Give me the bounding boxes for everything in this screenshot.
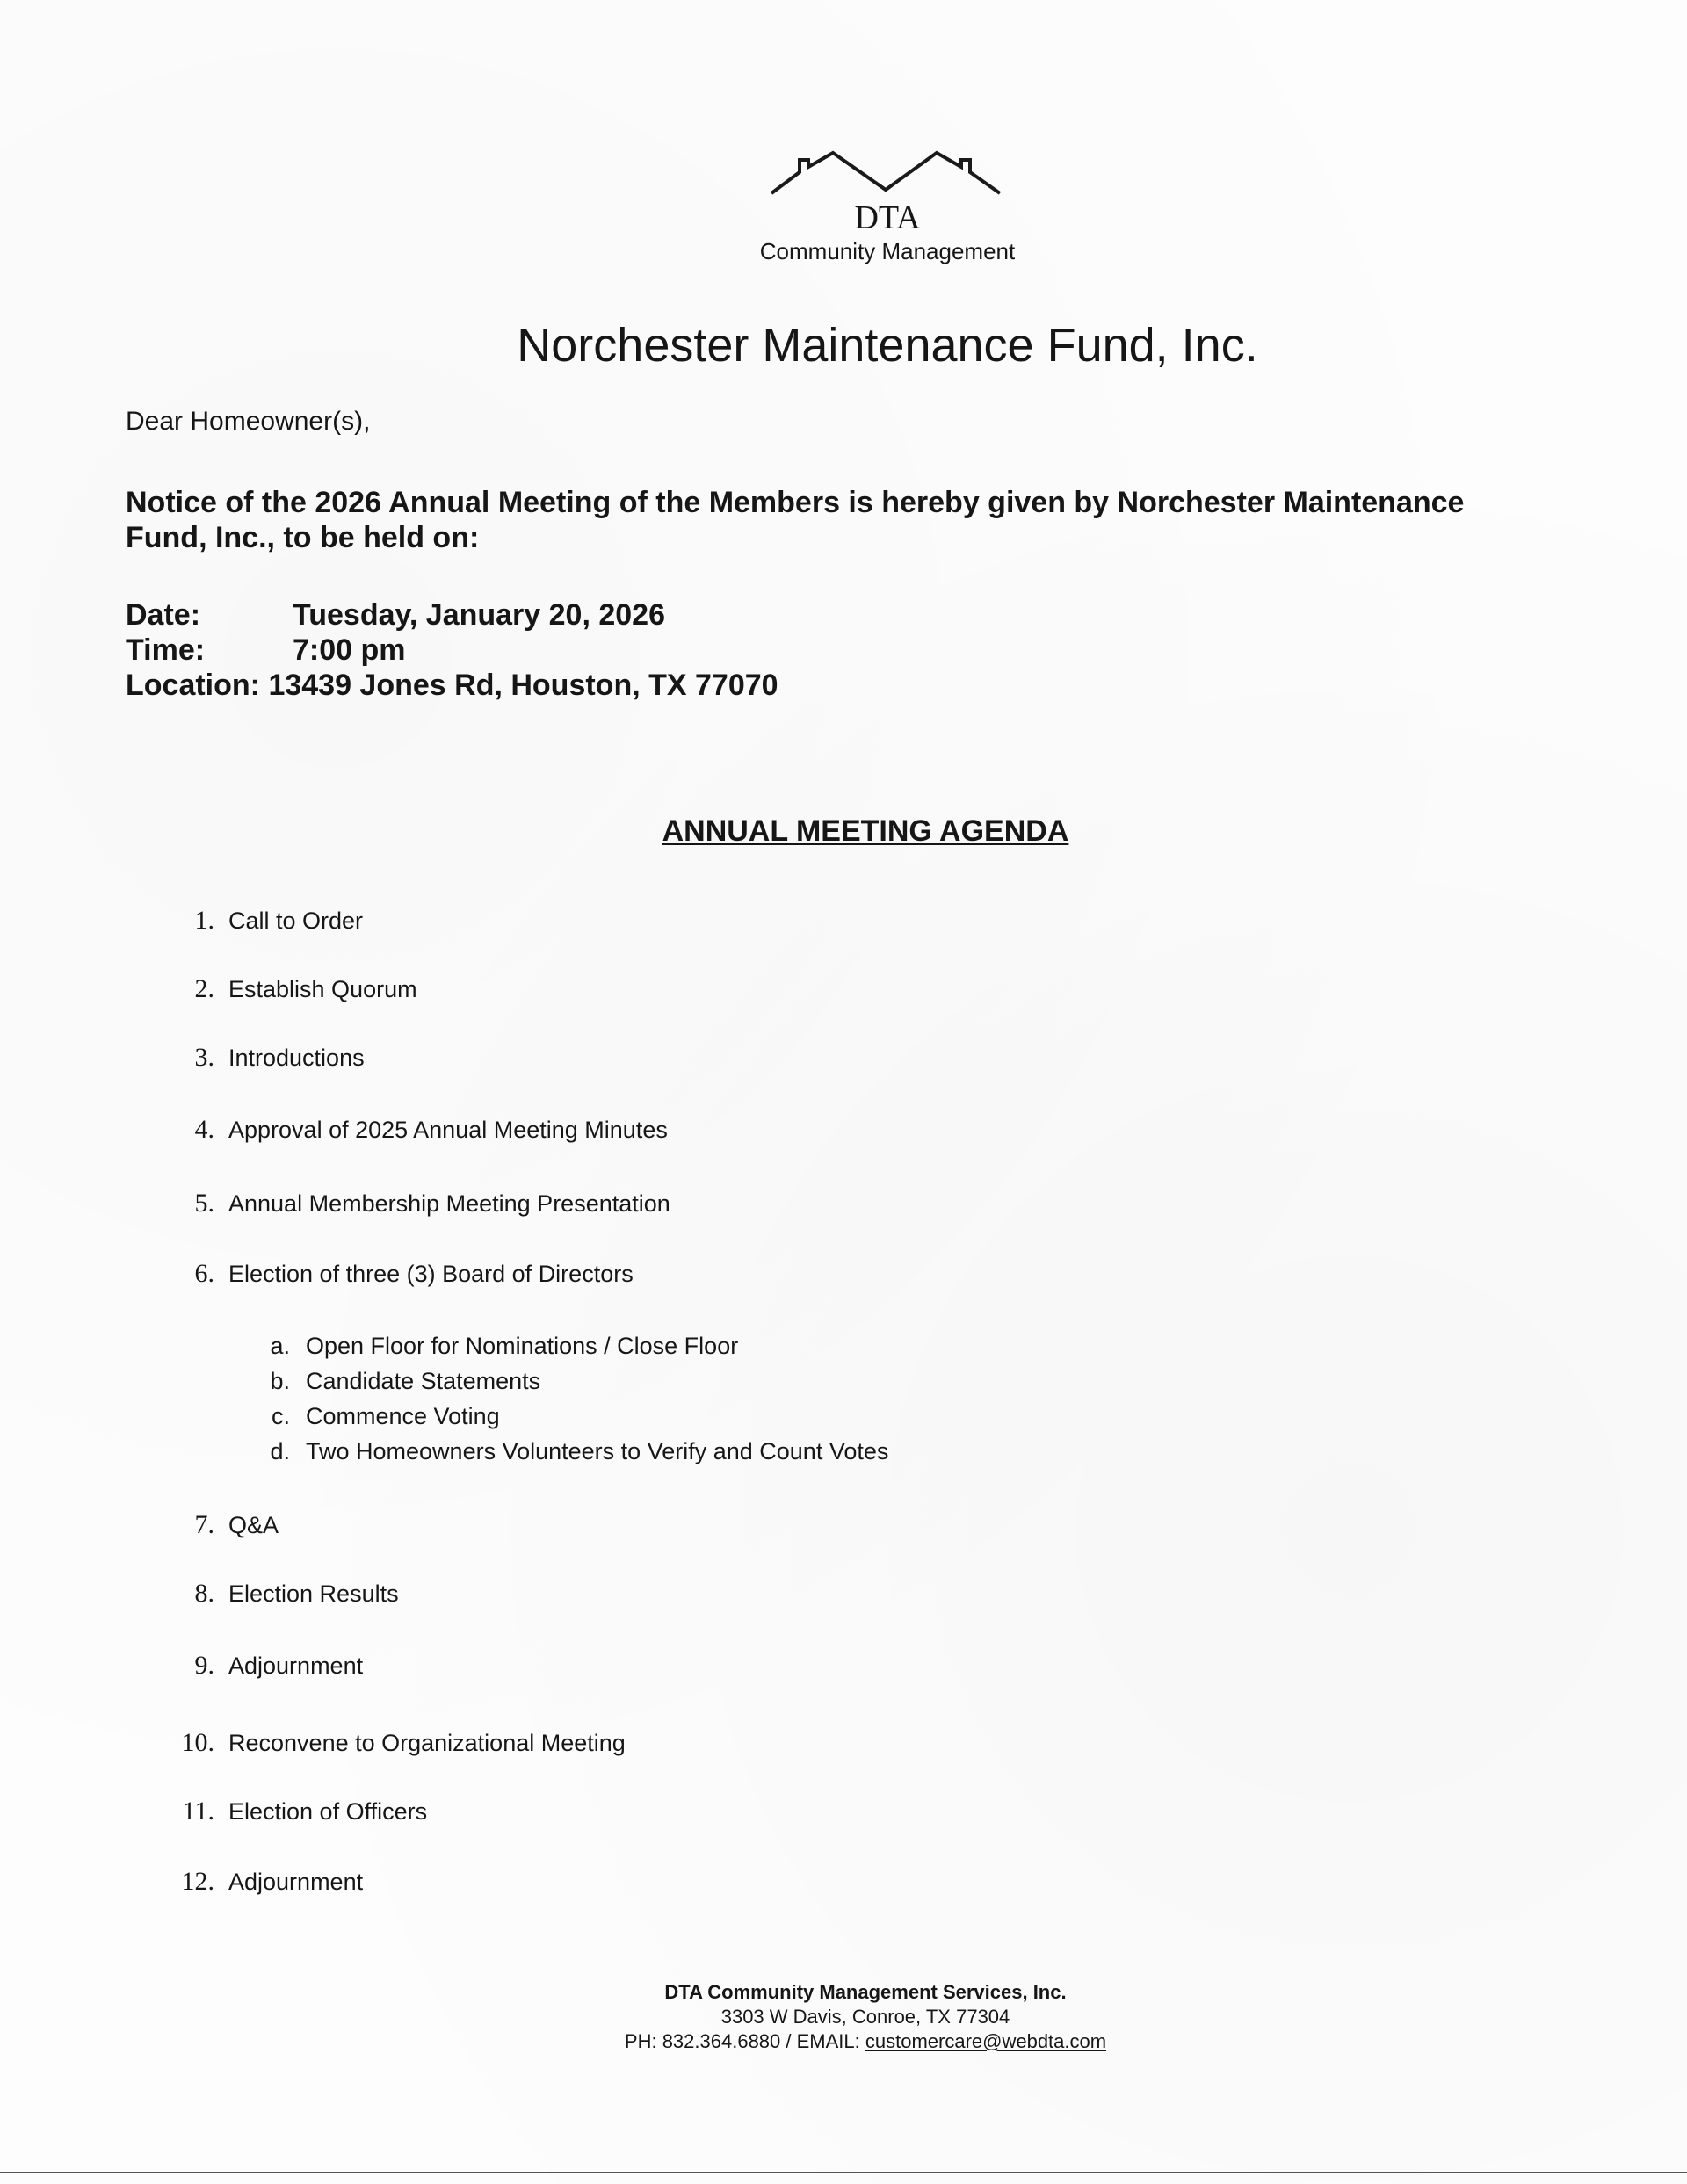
agenda-number: 9. (194, 1651, 214, 1680)
footer-phone: PH: 832.364.6880 / EMAIL: (624, 2030, 865, 2052)
agenda-number: 8. (194, 1579, 214, 1608)
dta-logo (729, 149, 1046, 265)
footer-company: DTA Community Management Services, Inc. (664, 1981, 1067, 2003)
organization-title: Norchester Maintenance Fund, Inc. (517, 319, 1258, 372)
footer-address: 3303 W Davis, Conroe, TX 77304 (720, 2006, 1010, 2028)
agenda-item (141, 1727, 626, 1759)
agenda-number: 5. (194, 1189, 214, 1218)
agenda-item (141, 1796, 427, 1827)
logo-subtitle: Community Management (759, 238, 1016, 264)
meeting-details (126, 597, 778, 703)
footer-contact (492, 2029, 1239, 2054)
subitem-letter: b. (270, 1368, 290, 1394)
agenda-text: Election Results (228, 1580, 399, 1607)
location-value: 13439 Jones Rd, Houston, TX 77070 (268, 669, 778, 702)
agenda-item (141, 1650, 363, 1681)
agenda-number: 10. (181, 1728, 214, 1757)
subitem-text: Two Homeowners Volunteers to Verify and Count Votes (306, 1438, 889, 1464)
agenda-text: Election of Officers (228, 1798, 428, 1825)
agenda-subitem (141, 1330, 738, 1362)
location-label: Location: (126, 669, 260, 702)
agenda-text: Q&A (228, 1512, 279, 1538)
subitem-text: Candidate Statements (306, 1368, 541, 1394)
agenda-text: Annual Membership Meeting Presentation (228, 1190, 670, 1217)
meeting-notice: Notice of the 2026 Annual Meeting of the Members is hereby given by Norchester Maintenance Fund, Inc., to be held on: (126, 486, 1465, 554)
agenda-number: 4. (194, 1115, 214, 1144)
agenda-number: 6. (194, 1259, 214, 1288)
agenda-subitem (141, 1365, 540, 1397)
bottom-rule (0, 2172, 1687, 2173)
logo-name: DTA (854, 199, 921, 236)
agenda-subitem (141, 1400, 500, 1432)
agenda-item (141, 905, 363, 937)
location-row (126, 668, 778, 703)
agenda-item (141, 1578, 399, 1609)
agenda-number: 3. (194, 1043, 214, 1072)
agenda-subitem (141, 1436, 888, 1467)
time-label: Time: (126, 633, 206, 667)
subitem-text: Commence Voting (306, 1403, 500, 1429)
agenda-text: Approval of 2025 Annual Meeting Minutes (228, 1117, 668, 1143)
time-value: 7:00 pm (293, 633, 406, 667)
date-row (126, 597, 778, 633)
salutation: Dear Homeowner(s), (126, 407, 371, 436)
agenda-number: 1. (194, 906, 214, 935)
agenda-item (141, 1509, 279, 1541)
agenda-item (141, 1042, 365, 1074)
agenda-text: Adjournment (228, 1869, 364, 1895)
agenda-text: Adjournment (228, 1652, 364, 1679)
agenda-text: Call to Order (228, 908, 364, 934)
agenda-number: 11. (182, 1797, 214, 1826)
agenda-text: Election of three (3) Board of Directors (228, 1261, 634, 1287)
agenda-title: ANNUAL MEETING AGENDA (662, 814, 1069, 848)
time-row (126, 633, 778, 668)
date-value: Tuesday, January 20, 2026 (293, 598, 665, 632)
date-label: Date: (126, 598, 201, 632)
subitem-letter: a. (270, 1333, 290, 1359)
agenda-text: Introductions (228, 1045, 365, 1071)
subitem-letter: d. (270, 1438, 290, 1464)
footer-email-link[interactable]: customercare@webdta.com (865, 2030, 1107, 2052)
rooftops-icon (764, 149, 1010, 199)
agenda-number: 2. (194, 974, 214, 1003)
agenda-text: Reconvene to Organizational Meeting (228, 1730, 626, 1756)
subitem-text: Open Floor for Nominations / Close Floor (306, 1333, 739, 1359)
subitem-letter: c. (271, 1403, 290, 1429)
agenda-item (141, 1188, 670, 1219)
agenda-text: Establish Quorum (228, 976, 417, 1002)
agenda-item (141, 1866, 363, 1898)
agenda-number: 12. (181, 1867, 214, 1896)
footer (492, 1980, 1239, 2054)
agenda-number: 7. (194, 1510, 214, 1539)
agenda-item (141, 1114, 668, 1146)
agenda-item (141, 973, 417, 1005)
agenda-item (141, 1258, 634, 1290)
